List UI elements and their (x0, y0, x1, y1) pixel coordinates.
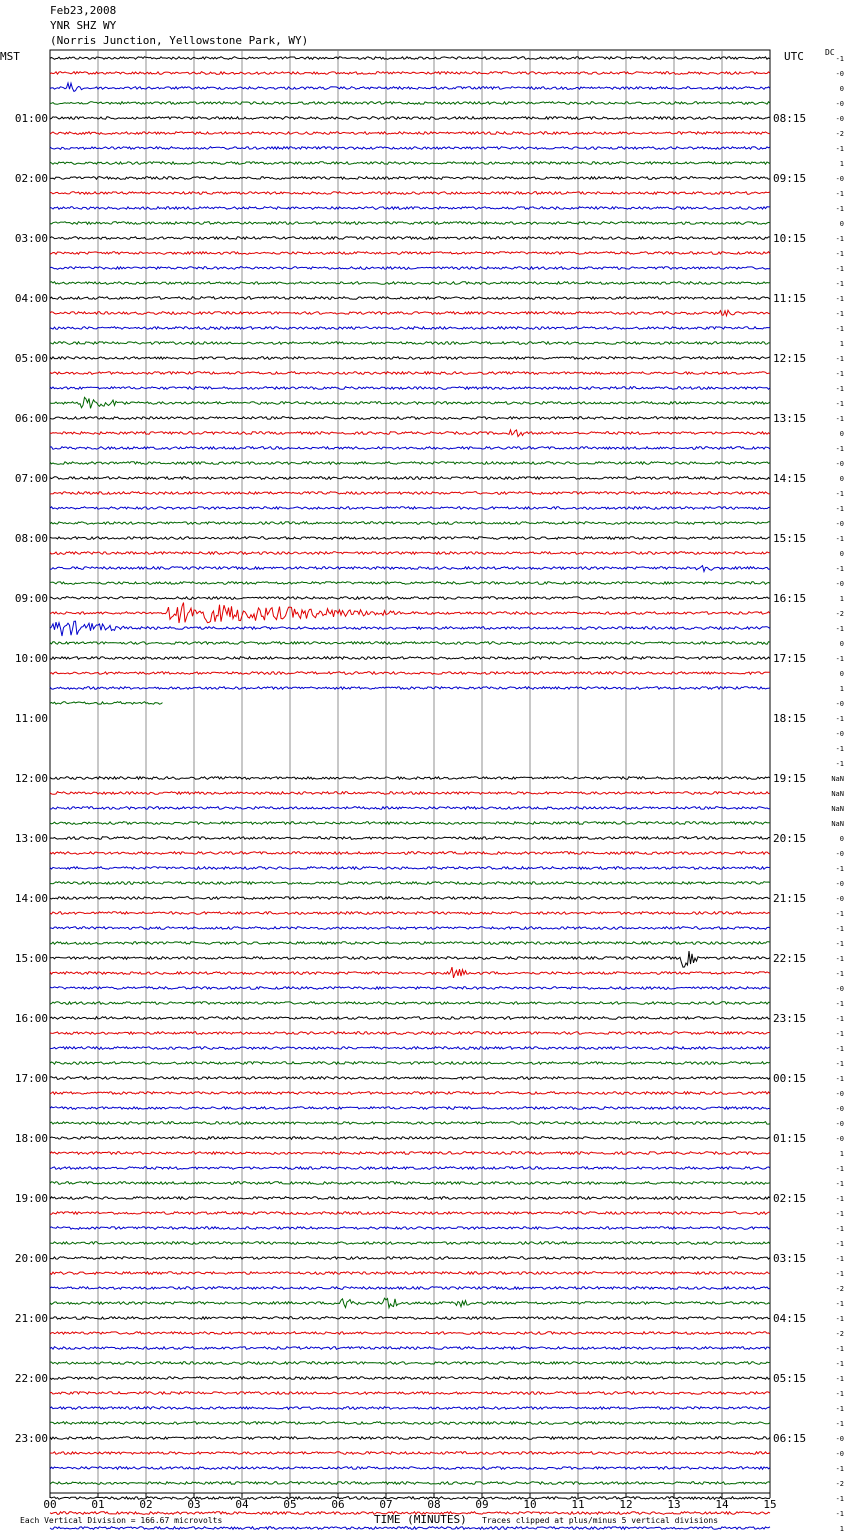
dc-offset-value: -0 (835, 1105, 844, 1113)
dc-offset-value: 0 (839, 835, 844, 843)
x-axis-title: TIME (MINUTES) (374, 1513, 467, 1526)
dc-offset-value: -1 (835, 490, 844, 498)
dc-offset-value: 0 (839, 220, 844, 228)
trace-row (50, 1407, 770, 1410)
dc-offset-value: -1 (835, 1390, 844, 1398)
clip-note: Traces clipped at plus/minus 5 vertical divisions (482, 1516, 719, 1525)
trace-row (50, 597, 770, 600)
x-tick-label: 04 (235, 1498, 249, 1511)
trace-row (50, 1152, 770, 1155)
trace-row (50, 1242, 770, 1245)
axis-labels (15, 55, 844, 1534)
dc-offset-value: -1 (835, 940, 844, 948)
dc-offset-value: -1 (835, 625, 844, 633)
dc-offset-value: -2 (835, 1285, 844, 1293)
utc-hour-label: 12:15 (773, 352, 807, 365)
trace-row (50, 1317, 770, 1320)
utc-hour-label: 23:15 (773, 1012, 807, 1025)
dc-offset-value: 1 (839, 1150, 844, 1158)
dc-offset-value: -0 (835, 70, 844, 78)
trace-row (50, 777, 770, 780)
trace-row (50, 1122, 770, 1125)
dc-offset-value: -1 (835, 1360, 844, 1368)
x-tick-label: 15 (763, 1498, 777, 1511)
dc-offset-value: -1 (835, 1030, 844, 1038)
dc-offset-value: -1 (835, 415, 844, 423)
mst-hour-label: 13:00 (14, 832, 48, 845)
trace-row (50, 1092, 770, 1095)
dc-offset-value: -1 (835, 1165, 844, 1173)
dc-offset-value: -1 (835, 1375, 844, 1383)
mst-hour-label: 02:00 (14, 172, 48, 185)
trace-row (50, 1047, 770, 1050)
utc-hour-label: 08:15 (773, 112, 807, 125)
trace-row (50, 357, 770, 360)
dc-offset-value: -1 (835, 385, 844, 393)
dc-offset-value: -0 (835, 115, 844, 123)
trace-row (50, 927, 770, 930)
trace-row (50, 282, 770, 285)
dc-offset-value: -0 (835, 460, 844, 468)
dc-offset-value: -1 (835, 1300, 844, 1308)
x-tick-label: 00 (43, 1498, 57, 1511)
mst-hour-label: 01:00 (14, 112, 48, 125)
trace-row (50, 822, 770, 825)
trace-row (50, 1002, 770, 1005)
x-tick-label: 09 (475, 1498, 489, 1511)
trace-row (50, 987, 770, 990)
trace-row (50, 447, 770, 450)
trace-row (50, 1298, 770, 1308)
trace-row (50, 1392, 770, 1395)
mst-hour-label: 04:00 (14, 292, 48, 305)
dc-offset-value: 0 (839, 430, 844, 438)
left-timezone-label: MST (0, 50, 20, 63)
mst-hour-label: 03:00 (14, 232, 48, 245)
dc-offset-value: -1 (835, 1045, 844, 1053)
trace-row (50, 642, 770, 645)
dc-offset-value: 0 (839, 85, 844, 93)
header-station: YNR SHZ WY (50, 19, 117, 32)
trace-row (50, 297, 770, 300)
trace-row (50, 83, 770, 91)
trace-row (50, 882, 770, 885)
x-tick-label: 02 (139, 1498, 153, 1511)
trace-row (50, 807, 770, 810)
dc-offset-value: -1 (835, 355, 844, 363)
x-tick-label: 03 (187, 1498, 201, 1511)
trace-row (50, 57, 770, 60)
trace-row (50, 1362, 770, 1365)
trace-row (50, 1182, 770, 1185)
trace-row (50, 1017, 770, 1020)
dc-offset-value: -2 (835, 1330, 844, 1338)
dc-offset-value: -0 (835, 895, 844, 903)
trace-row (50, 1497, 770, 1500)
dc-offset-value: -1 (835, 505, 844, 513)
mst-hour-label: 20:00 (14, 1252, 48, 1265)
dc-offset-value: -1 (835, 235, 844, 243)
trace-row (50, 951, 770, 967)
dc-offset-value: -0 (835, 700, 844, 708)
dc-offset-value: -0 (835, 520, 844, 528)
trace-row (50, 1137, 770, 1140)
utc-hour-label: 09:15 (773, 172, 807, 185)
x-tick-label: 01 (91, 1498, 105, 1511)
x-tick-label: 11 (571, 1498, 585, 1511)
dc-offset-value: -1 (835, 1495, 844, 1503)
dc-offset-value: 0 (839, 475, 844, 483)
x-tick-label: 07 (379, 1498, 393, 1511)
mst-hour-label: 09:00 (14, 592, 48, 605)
trace-row (50, 942, 770, 945)
trace-row (50, 492, 770, 495)
dc-offset-value: -0 (835, 1120, 844, 1128)
mst-hour-label: 18:00 (14, 1132, 48, 1145)
dc-offset-value: -2 (835, 610, 844, 618)
x-tick-label: 06 (331, 1498, 345, 1511)
utc-hour-label: 17:15 (773, 652, 807, 665)
trace-row (50, 657, 770, 660)
dc-offset-value: -0 (835, 730, 844, 738)
trace-row (50, 207, 770, 210)
dc-offset-value: 1 (839, 160, 844, 168)
utc-hour-label: 03:15 (773, 1252, 807, 1265)
trace-row (50, 327, 770, 330)
dc-offset-value: -1 (835, 910, 844, 918)
utc-hour-label: 14:15 (773, 472, 807, 485)
dc-offset-value: -0 (835, 850, 844, 858)
dc-offset-value: -1 (835, 1510, 844, 1518)
trace-row (50, 1272, 770, 1275)
header-date: Feb23,2008 (50, 4, 117, 17)
dc-offset-value: -1 (835, 205, 844, 213)
dc-offset-value: -0 (835, 1435, 844, 1443)
trace-row (50, 417, 770, 420)
trace-row (50, 1257, 770, 1260)
dc-offset-value: -1 (835, 1225, 844, 1233)
utc-hour-label: 11:15 (773, 292, 807, 305)
trace-row (50, 1437, 770, 1440)
mst-hour-label: 15:00 (14, 952, 48, 965)
trace-row (50, 1062, 770, 1065)
mst-hour-label: 12:00 (14, 772, 48, 785)
utc-hour-label: 01:15 (773, 1132, 807, 1145)
trace-row (50, 1377, 770, 1380)
trace-row (50, 912, 770, 915)
dc-offset-value: -1 (835, 955, 844, 963)
x-tick-label: 12 (619, 1498, 633, 1511)
mst-hour-label: 06:00 (14, 412, 48, 425)
utc-hour-label: 13:15 (773, 412, 807, 425)
dc-offset-value: -1 (835, 1315, 844, 1323)
dc-offset-value: -1 (835, 715, 844, 723)
trace-row (50, 342, 770, 345)
dc-offset-value: -1 (835, 535, 844, 543)
dc-offset-value: -1 (835, 655, 844, 663)
trace-row (50, 117, 770, 120)
dc-offset-value: -1 (835, 145, 844, 153)
trace-row (50, 252, 770, 255)
mst-hour-label: 19:00 (14, 1192, 48, 1205)
trace-row (50, 672, 770, 675)
trace-row (50, 102, 770, 105)
trace-row (50, 603, 770, 624)
dc-offset-value: NaN (831, 775, 844, 783)
trace-row (50, 1467, 770, 1470)
dc-offset-value: -1 (835, 970, 844, 978)
dc-offset-value: NaN (831, 790, 844, 798)
dc-offset-value: 0 (839, 640, 844, 648)
trace-row (50, 552, 770, 555)
trace-row (50, 522, 770, 525)
trace-row (50, 1167, 770, 1170)
dc-offset-value: -1 (835, 1255, 844, 1263)
dc-offset-value: -1 (835, 1270, 844, 1278)
dc-offset-value: 1 (839, 595, 844, 603)
utc-hour-label: 06:15 (773, 1432, 807, 1445)
dc-offset-value: -0 (835, 985, 844, 993)
dc-offset-value: -1 (835, 1420, 844, 1428)
trace-row (50, 72, 770, 75)
dc-offset-value: -1 (835, 1180, 844, 1188)
utc-hour-label: 20:15 (773, 832, 807, 845)
trace-row (50, 430, 770, 437)
trace-row (50, 1077, 770, 1080)
trace-row (50, 192, 770, 195)
trace-row (50, 162, 770, 165)
trace-row (50, 177, 770, 180)
dc-offset-value: -0 (835, 1135, 844, 1143)
trace-row (50, 1527, 770, 1530)
trace-row (50, 387, 770, 390)
trace-row (50, 132, 770, 135)
utc-hour-label: 00:15 (773, 1072, 807, 1085)
dc-offset-value: -1 (835, 1015, 844, 1023)
dc-offset-value: -1 (835, 1405, 844, 1413)
utc-hour-label: 18:15 (773, 712, 807, 725)
dc-offset-value: -0 (835, 100, 844, 108)
trace-row (50, 1422, 770, 1425)
dc-offset-value: -1 (835, 370, 844, 378)
dc-offset-value: 1 (839, 685, 844, 693)
mst-hour-label: 23:00 (14, 1432, 48, 1445)
utc-hour-label: 19:15 (773, 772, 807, 785)
dc-offset-value: 0 (839, 550, 844, 558)
dc-offset-value: -1 (835, 1195, 844, 1203)
dc-offset-value: -0 (835, 580, 844, 588)
dc-offset-value: -1 (835, 1000, 844, 1008)
dc-offset-value: -2 (835, 130, 844, 138)
trace-row (50, 310, 770, 315)
trace-row (50, 1227, 770, 1230)
dc-offset-value: -1 (835, 1240, 844, 1248)
dc-offset-value: -1 (835, 1075, 844, 1083)
trace-row (50, 792, 770, 795)
trace-row (50, 222, 770, 225)
utc-hour-label: 02:15 (773, 1192, 807, 1205)
mst-hour-label: 17:00 (14, 1072, 48, 1085)
trace-row (50, 397, 770, 408)
trace-row (50, 582, 770, 585)
dc-offset-value: -0 (835, 1450, 844, 1458)
dc-offset-value: 1 (839, 340, 844, 348)
dc-offset-value: -0 (835, 880, 844, 888)
scale-note: Each Vertical Division = 166.67 microvolts (20, 1516, 223, 1525)
mst-hour-label: 21:00 (14, 1312, 48, 1325)
mst-hour-label: 05:00 (14, 352, 48, 365)
trace-row (50, 897, 770, 900)
trace-row (50, 967, 770, 978)
trace-row (50, 477, 770, 480)
trace-row (50, 837, 770, 840)
dc-offset-value: -1 (835, 55, 844, 63)
trace-row (50, 867, 770, 870)
dc-offset-value: -1 (835, 310, 844, 318)
trace-row (50, 1482, 770, 1485)
trace-row (50, 237, 770, 240)
utc-hour-label: 22:15 (773, 952, 807, 965)
dc-offset-value: -2 (835, 1480, 844, 1488)
mst-hour-label: 22:00 (14, 1372, 48, 1385)
utc-hour-label: 10:15 (773, 232, 807, 245)
trace-row (50, 462, 770, 465)
dc-offset-value: -1 (835, 1060, 844, 1068)
trace-row (50, 372, 770, 375)
dc-offset-value: -1 (835, 295, 844, 303)
mst-hour-label: 11:00 (14, 712, 48, 725)
dc-offset-value: -1 (835, 865, 844, 873)
trace-row (50, 687, 770, 690)
x-tick-label: 14 (715, 1498, 729, 1511)
trace-row (50, 1107, 770, 1110)
mst-hour-label: 16:00 (14, 1012, 48, 1025)
trace-row (50, 1197, 770, 1200)
seismic-traces (50, 57, 770, 1534)
dc-offset-value: -1 (835, 760, 844, 768)
trace-row (50, 267, 770, 270)
header-location: (Norris Junction, Yellowstone Park, WY) (50, 34, 309, 47)
dc-offset-value: -1 (835, 325, 844, 333)
dc-offset-value: -1 (835, 745, 844, 753)
trace-row (50, 1287, 770, 1290)
trace-row (50, 1347, 770, 1350)
dc-offset-value: -1 (835, 250, 844, 258)
right-timezone-label: UTC (784, 50, 804, 63)
dc-offset-value: -1 (835, 1345, 844, 1353)
dc-offset-value: -0 (835, 175, 844, 183)
dc-offset-value: NaN (831, 805, 844, 813)
x-tick-label: 13 (667, 1498, 681, 1511)
dc-offset-value: 0 (839, 670, 844, 678)
dc-offset-value: -1 (835, 565, 844, 573)
utc-hour-label: 15:15 (773, 532, 807, 545)
dc-offset-header: DC (825, 48, 835, 57)
dc-offset-value: -1 (835, 265, 844, 273)
dc-offset-value: -1 (835, 1465, 844, 1473)
dc-offset-value: -1 (835, 190, 844, 198)
utc-hour-label: 05:15 (773, 1372, 807, 1385)
trace-row (50, 537, 770, 540)
mst-hour-label: 14:00 (14, 892, 48, 905)
dc-offset-value: -0 (835, 1090, 844, 1098)
dc-offset-value: NaN (831, 820, 844, 828)
trace-row (50, 147, 770, 150)
trace-row (50, 1332, 770, 1335)
trace-row (50, 852, 770, 855)
dc-offset-value: -1 (835, 1210, 844, 1218)
mst-hour-label: 08:00 (14, 532, 48, 545)
dc-offset-value: -1 (835, 400, 844, 408)
utc-hour-label: 04:15 (773, 1312, 807, 1325)
utc-hour-label: 16:15 (773, 592, 807, 605)
trace-row (50, 1452, 770, 1455)
trace-row (50, 1032, 770, 1035)
mst-hour-label: 07:00 (14, 472, 48, 485)
dc-offset-value: -1 (835, 445, 844, 453)
dc-offset-value: 1 (839, 1525, 844, 1533)
mst-hour-label: 10:00 (14, 652, 48, 665)
x-tick-label: 08 (427, 1498, 441, 1511)
dc-offset-value: -1 (835, 925, 844, 933)
x-tick-label: 10 (523, 1498, 537, 1511)
trace-row (50, 507, 770, 510)
x-tick-label: 05 (283, 1498, 297, 1511)
trace-row (50, 1212, 770, 1215)
utc-hour-label: 21:15 (773, 892, 807, 905)
trace-row (50, 621, 770, 636)
trace-row (50, 566, 770, 572)
dc-offset-value: -1 (835, 280, 844, 288)
